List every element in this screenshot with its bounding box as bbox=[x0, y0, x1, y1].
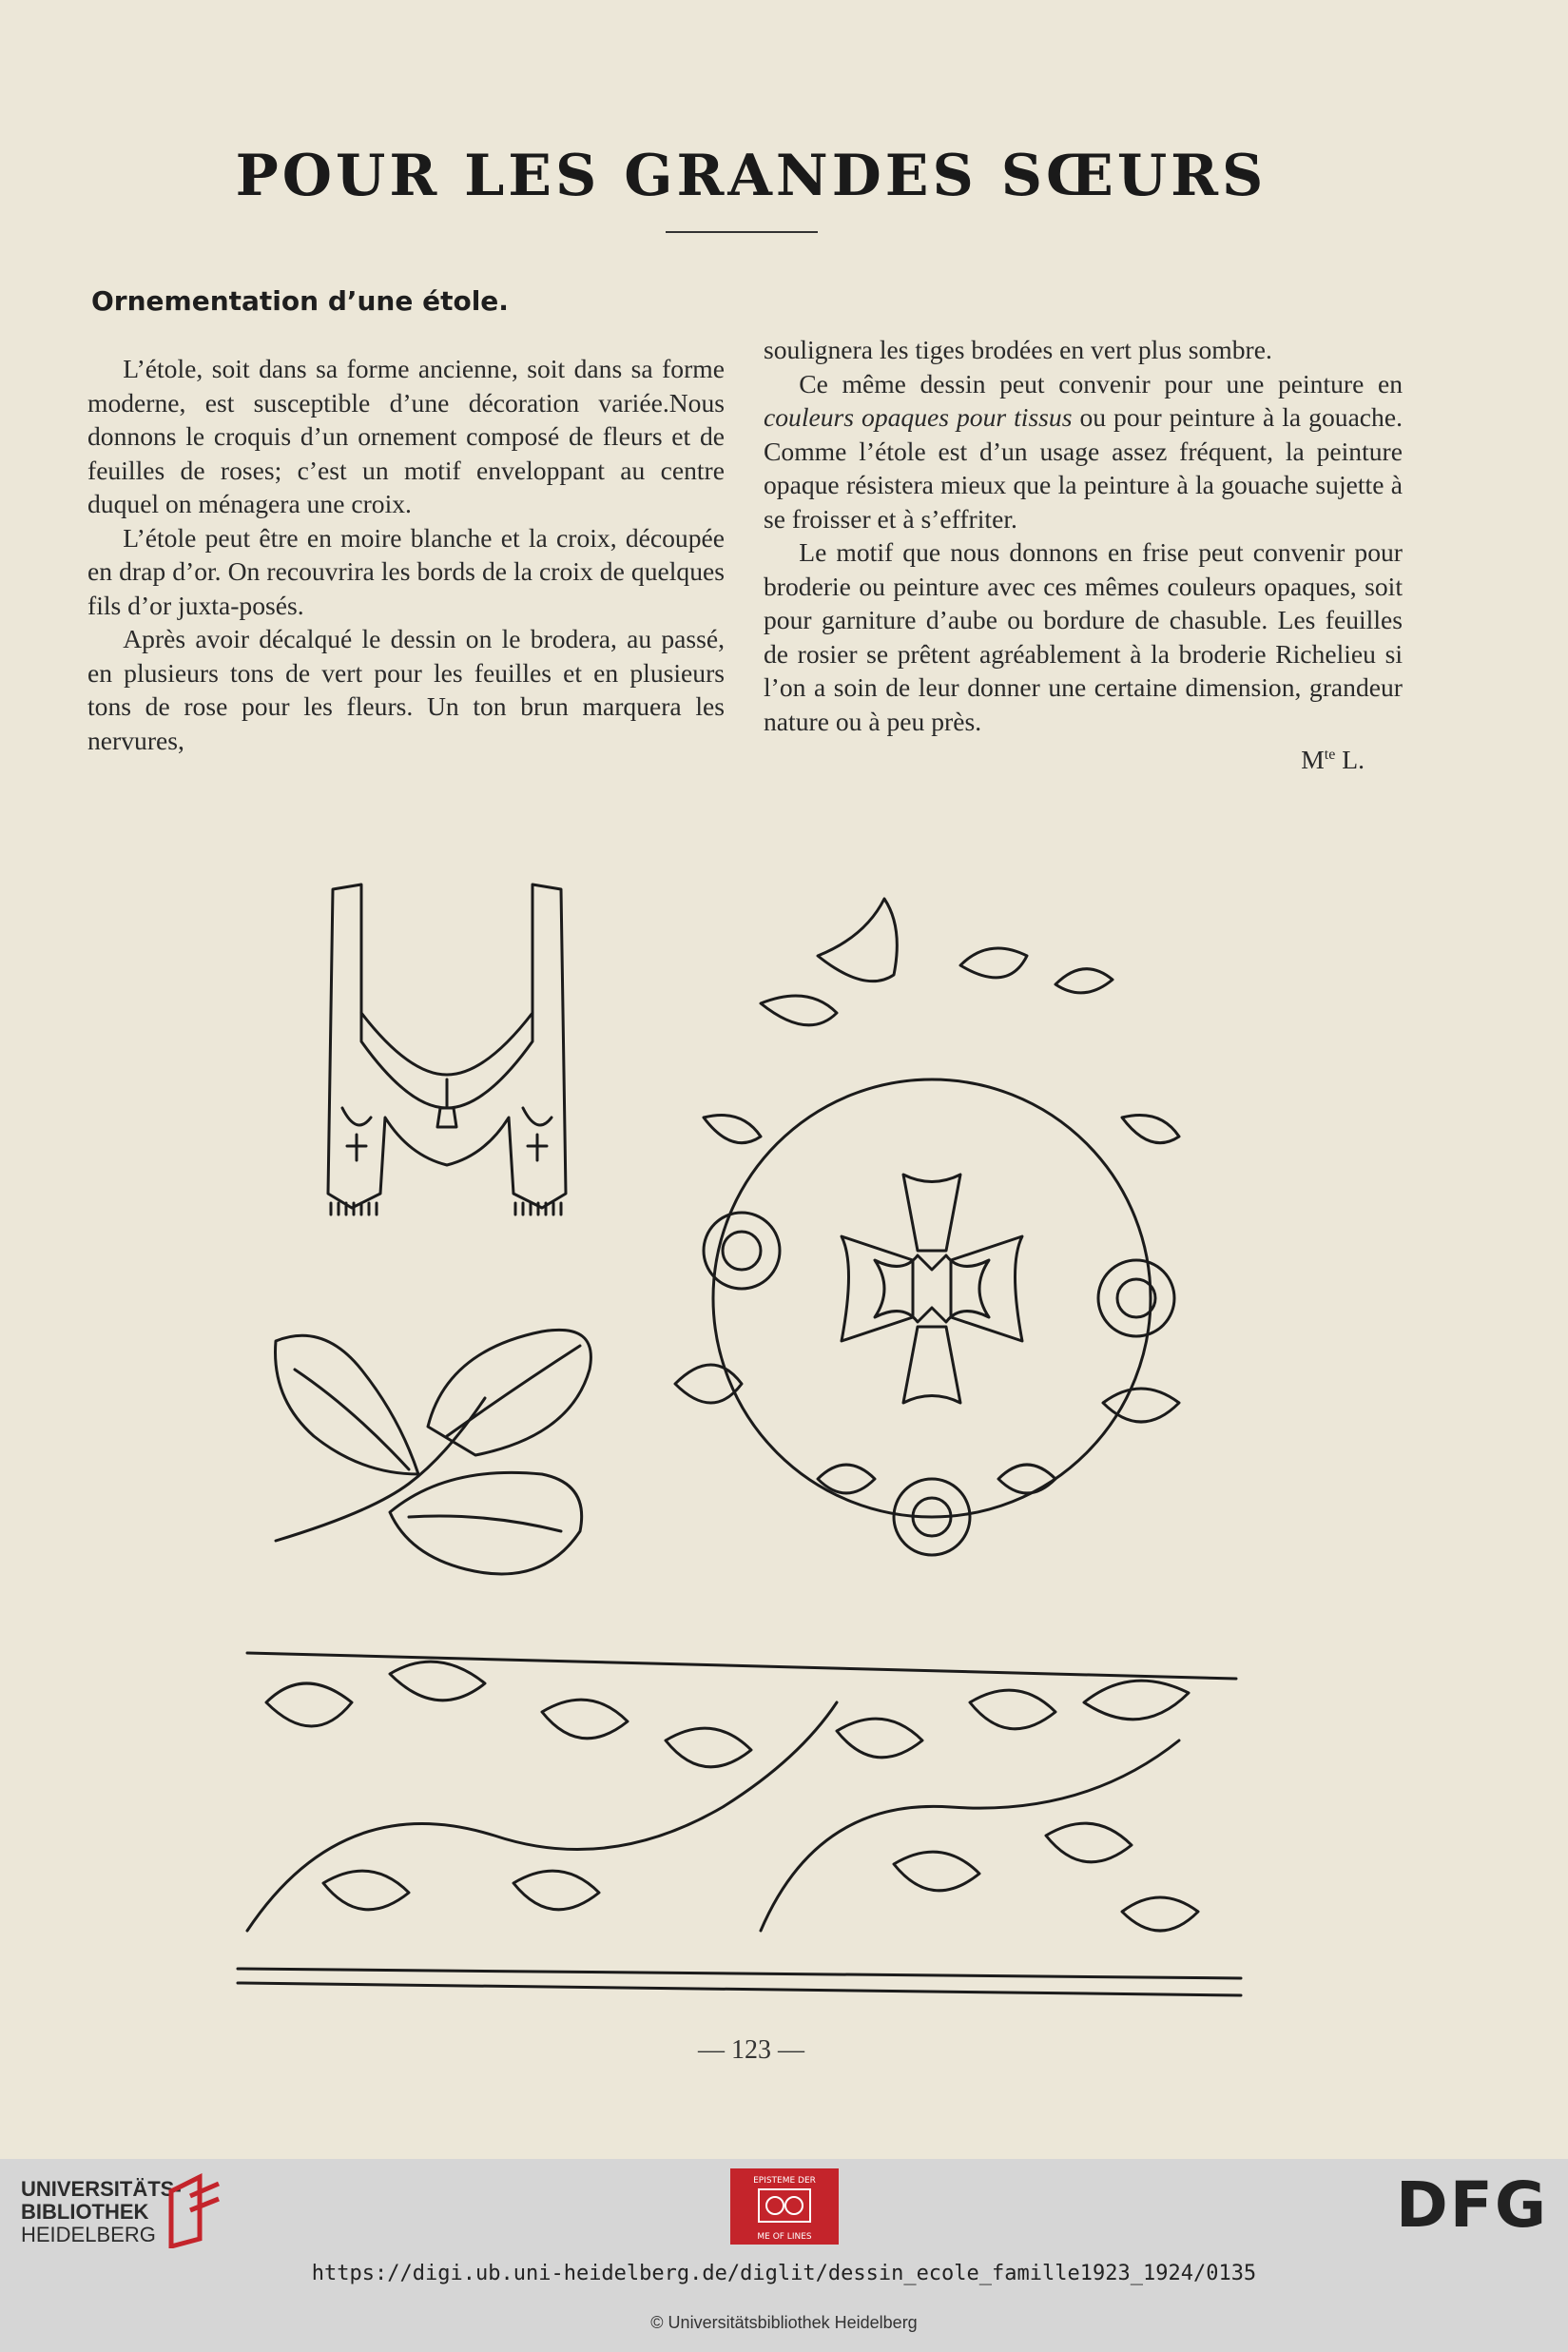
paragraph: Le motif que nous donnons en frise peut convenir pour broderie ou peinture avec ces mêmes couleurs opaques, soit pour garniture d’aube ou bordure de chasuble. Les feuilles de rosier se prêtent agréablement à la broderie Richelieu si l’on a soin de leur donner une certaine dimension, grandeur nature ou à peu près. bbox=[764, 537, 1403, 736]
rose-frieze-illustration bbox=[228, 1645, 1246, 2007]
leaf-sprig-illustration bbox=[257, 1312, 618, 1617]
signature-initial: M bbox=[1301, 745, 1325, 775]
paragraph: Après avoir décalqué le dessin on le brodera, au passé, en plusieurs tons de vert pour les feuilles et en plusieurs tons de rose pour les fleurs. Un ton brun marquera les nervures, bbox=[87, 624, 725, 755]
paragraph: L’étole, soit dans sa forme ancienne, soit dans sa forme moderne, est susceptible d’une décoration variée.Nous donnons le croquis d’un ornement composé de fleurs et de feuilles de roses; c’est un motif enveloppant au centre duquel on ménagera une croix. bbox=[87, 354, 725, 518]
section-heading: Ornementation d’une étole. bbox=[91, 285, 509, 317]
permalink[interactable]: https://digi.ub.uni-heidelberg.de/diglit/dessin_ecole_famille1923_1924/0135 bbox=[311, 2262, 1257, 2285]
library-name-line: BIBLIOTHEK bbox=[21, 2200, 149, 2224]
dfg-logo[interactable]: DFG bbox=[1396, 2168, 1549, 2242]
rose-wreath-illustration bbox=[647, 870, 1217, 1584]
logo-text-bottom: ME OF LINES bbox=[757, 2232, 812, 2242]
author-signature bbox=[764, 738, 1403, 777]
page-title: POUR LES GRANDES SŒURS bbox=[235, 143, 1268, 209]
episteme-emblem-icon bbox=[730, 2186, 839, 2227]
paragraph: L’étole peut être en moire blanche et la croix, découpée en drap d’or. On recouvrira les bords de la croix de quelques fils d’or juxta-posés. bbox=[87, 522, 725, 620]
ub-heidelberg-emblem-icon bbox=[162, 2172, 228, 2248]
text-run: ou pour peinture à la gouache. Comme l’étole est d’un usage assez fréquent, la peinture opaque résistera mieux que la peinture à la gouache sujette à se froisser et à s’effriter. bbox=[764, 402, 1403, 534]
paragraph-continuation: soulignera les tiges brodées en vert plus sombre. bbox=[764, 335, 1272, 364]
episteme-logo[interactable] bbox=[730, 2168, 839, 2245]
text-run: Ce même dessin peut convenir pour une peinture en bbox=[799, 368, 1403, 398]
copyright-notice: © Universitätsbibliothek Heidelberg bbox=[650, 2313, 918, 2332]
library-name-line: UNIVERSITÄTS- bbox=[21, 2177, 182, 2201]
page-number: — 123 — bbox=[698, 2035, 804, 2065]
left-text-column bbox=[87, 352, 725, 757]
paragraph bbox=[764, 367, 1403, 536]
right-text-column bbox=[764, 333, 1403, 777]
library-logo[interactable] bbox=[21, 2178, 182, 2246]
stole-illustration bbox=[304, 880, 590, 1260]
library-name-line: HEIDELBERG bbox=[21, 2223, 156, 2246]
signature-end: L. bbox=[1335, 745, 1365, 775]
logo-text-top: EPISTEME DER bbox=[753, 2176, 816, 2186]
signature-superscript: te bbox=[1324, 747, 1336, 763]
title-divider bbox=[666, 231, 818, 233]
italic-term: couleurs opaques pour tissus bbox=[764, 402, 1073, 432]
